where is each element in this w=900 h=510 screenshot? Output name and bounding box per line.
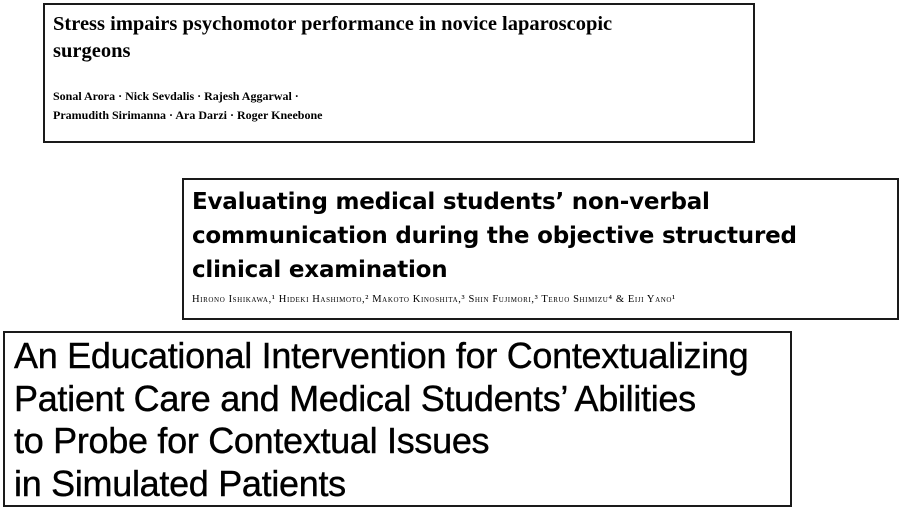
title-line: communication during the objective structured — [192, 223, 797, 249]
paper-title — [53, 11, 743, 65]
title-line: Evaluating medical students’ non-verbal — [192, 189, 710, 215]
title-line: Stress impairs psychomotor performance in novice laparoscopic — [53, 13, 613, 35]
title-line: to Probe for Contextual Issues — [14, 420, 490, 461]
paper-authors — [192, 294, 889, 305]
title-line: Patient Care and Medical Students’ Abilities — [14, 377, 696, 419]
paper-header-contextualizing-care — [3, 331, 792, 507]
author-line: Pramudith Sirimanna · Ara Darzi · Roger Kneebone — [53, 108, 323, 122]
paper-title — [14, 335, 782, 505]
title-line: clinical examination — [192, 257, 448, 283]
paper-header-stress-laparoscopic — [43, 3, 755, 143]
paper-header-nonverbal-osce — [182, 178, 899, 320]
author-line: Sonal Arora · Nick Sevdalis · Rajesh Aggarwal · — [53, 89, 299, 103]
title-line: An Educational Intervention for Contextualizing — [14, 335, 749, 376]
title-line: in Simulated Patients — [14, 462, 346, 504]
author-line: Hirono Ishikawa,¹ Hideki Hashimoto,² Makoto Kinoshita,³ Shin Fujimori,³ Teruo Shimizu⁴ & Eiji Yano¹ — [192, 294, 676, 305]
paper-authors — [53, 87, 743, 125]
title-line: surgeons — [53, 40, 131, 62]
paper-title — [192, 185, 889, 287]
